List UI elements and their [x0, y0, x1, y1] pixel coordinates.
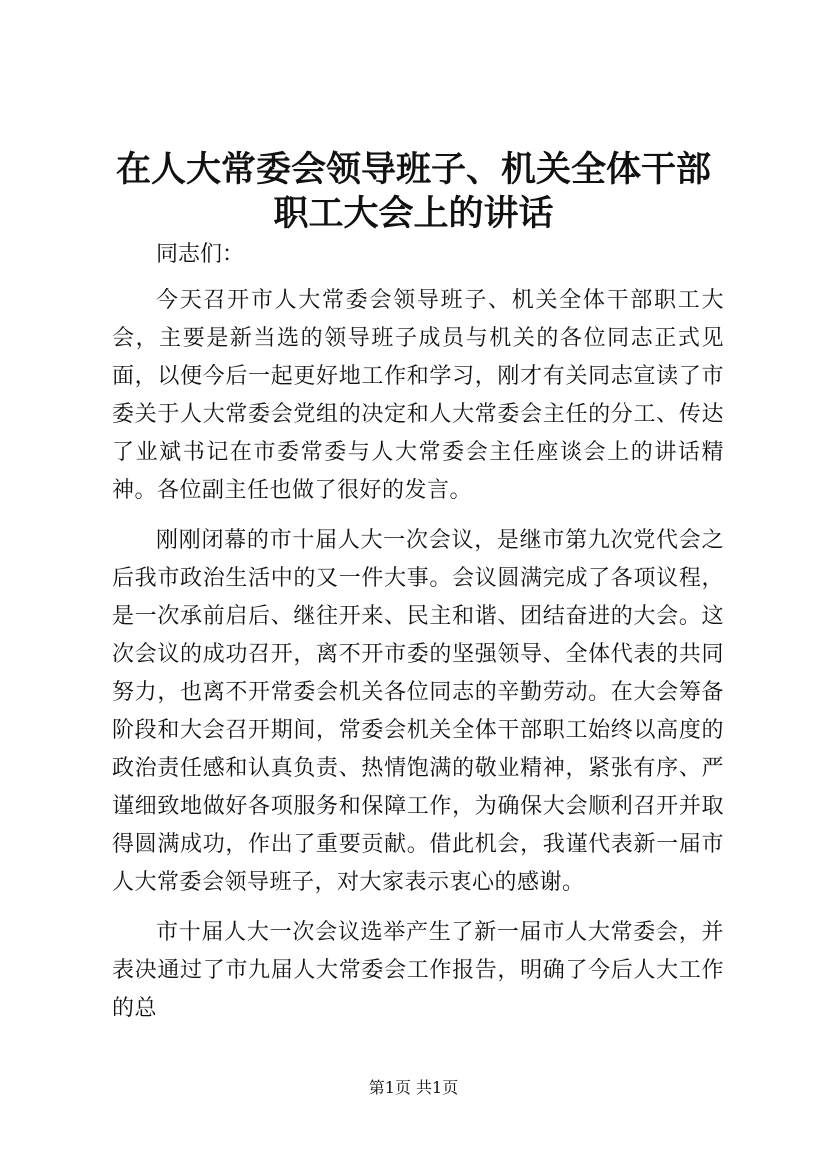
document-body	[112, 236, 724, 1028]
document-title: 在人大常委会领导班子、机关全体干部职工大会上的讲话	[115, 149, 711, 234]
paragraph-2: 刚刚闭幕的市十届人大一次会议，是继市第九次党代会之后我市政治生活中的又一件大事。会议圆满完成了各项议程，是一次承前启后、继往开来、民主和谐、团结奋进的大会。这次会议的成功召开，离不开市委的坚强领导、全体代表的共同努力，也离不开常委会机关各位同志的辛勤劳动。在大会筹备阶段和大会召开期间，常委会机关全体干部职工始终以高度的政治责任感和认真负责、热情饱满的敬业精神，紧张有序、严谨细致地做好各项服务和保障工作，为确保大会顺利召开并取得圆满成功，作出了重要贡献。借此机会，我谨代表新一届市人大常委会领导班子，对大家表示衷心的感谢。	[112, 528, 724, 895]
paragraph-3: 市十届人大一次会议选举产生了新一届市人大常委会，并表决通过了市九届人大常委会工作报告，明确了今后人大工作的总	[112, 920, 724, 1021]
greeting: 同志们：	[156, 242, 245, 267]
paragraph-1: 今天召开市人大常委会领导班子、机关全体干部职工大会，主要是新当选的领导班子成员与机关的各位同志正式见面，以便今后一起更好地工作和学习，刚才有关同志宣读了市委关于人大常委会党组的决定和人大常委会主任的分工、传达了业斌书记在市委常委与人大常委会主任座谈会上的讲话精神。各位副主任也做了很好的发言。	[112, 288, 724, 503]
page-footer: 第1页 共1页	[368, 1078, 459, 1097]
